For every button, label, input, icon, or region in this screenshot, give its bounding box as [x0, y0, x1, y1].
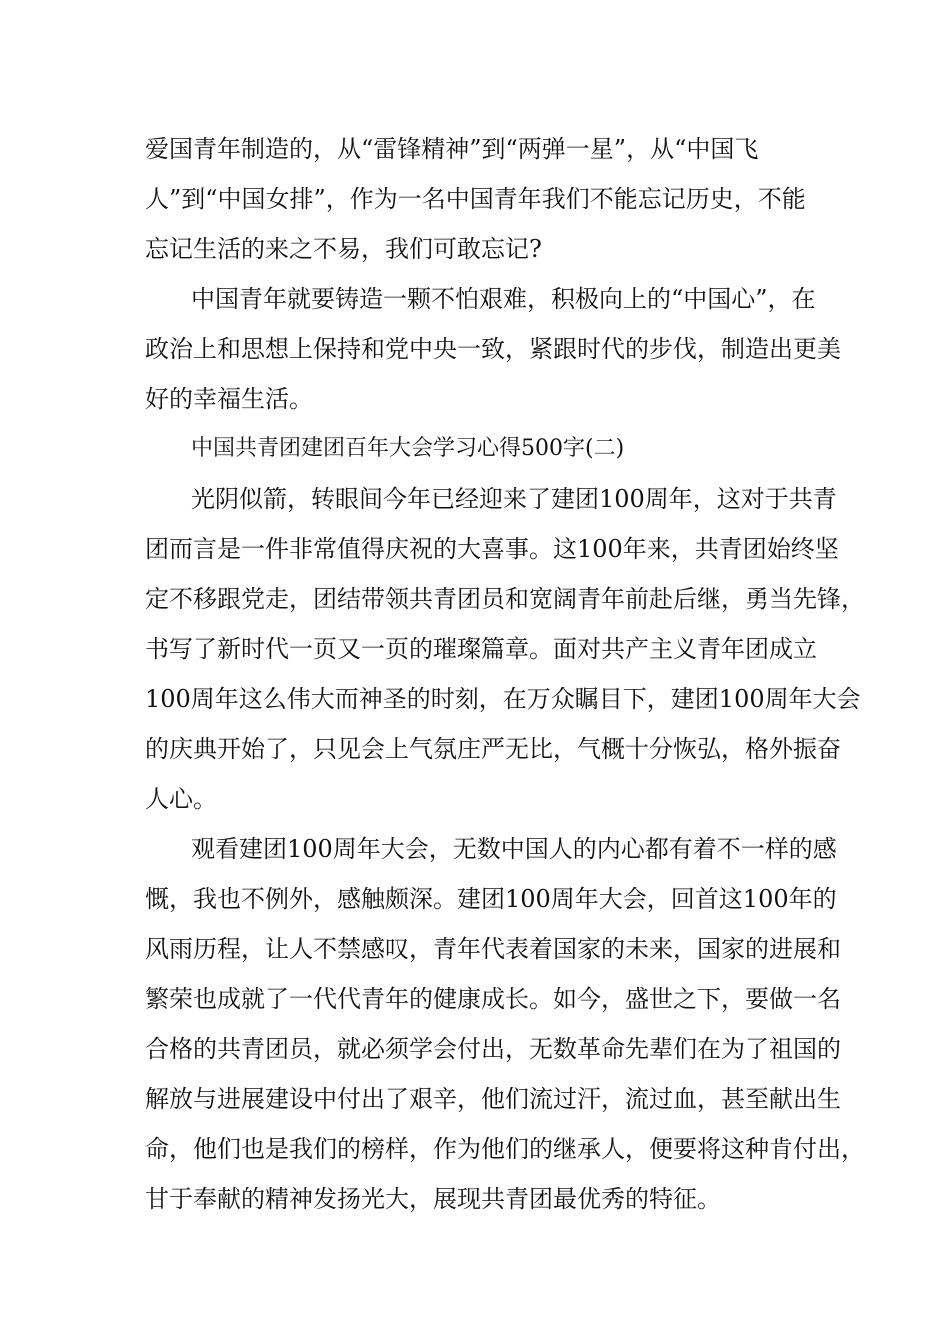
section-heading: 中国共青团建团百年大会学习心得500字(二)	[191, 436, 625, 461]
text-line: 解放与进展建设中付出了艰辛，他们流过汗，流过血，甚至献出生	[145, 1085, 841, 1113]
paragraph-start: 光阴似箭，转眼间今年已经迎来了建团100周年，这对于共青	[191, 485, 837, 513]
text-line: 繁荣也成就了一代代青年的健康成长。如今，盛世之下，要做一名	[145, 985, 841, 1013]
paragraph-start: 观看建团100周年大会，无数中国人的内心都有着不一样的感	[191, 835, 837, 863]
text-line: 命，他们也是我们的榜样，作为他们的继承人，便要将这种肯付出，	[145, 1135, 865, 1163]
text-line: 风雨历程，让人不禁感叹，青年代表着国家的未来，国家的进展和	[145, 935, 841, 963]
text-line: 甘于奉献的精神发扬光大，展现共青团最优秀的特征。	[145, 1185, 721, 1213]
text-line: 人”到“中国女排”，作为一名中国青年我们不能忘记历史，不能	[145, 185, 806, 213]
text-line: 定不移跟党走，团结带领共青团员和宽阔青年前赴后继，勇当先锋，	[145, 585, 865, 613]
text-line: 政治上和思想上保持和党中央一致，紧跟时代的步伐，制造出更美	[145, 335, 841, 363]
text-line: 合格的共青团员，就必须学会付出，无数革命先辈们在为了祖国的	[145, 1035, 841, 1063]
text-line: 书写了新时代一页又一页的璀璨篇章。面对共产主义青年团成立	[145, 635, 817, 663]
text-line: 慨，我也不例外，感触颇深。建团100周年大会，回首这100年的	[145, 885, 837, 913]
paragraph-start: 中国青年就要铸造一颗不怕艰难，积极向上的“中国心”，在	[191, 285, 816, 313]
text-line: 100周年这么伟大而神圣的时刻，在万众瞩目下，建团100周年大会	[145, 685, 861, 713]
text-line: 的庆典开始了，只见会上气氛庄严无比，气概十分恢弘，格外振奋	[145, 735, 841, 763]
text-line: 爱国青年制造的，从“雷锋精神”到“两弹一星”，从“中国飞	[145, 135, 759, 163]
text-line: 人心。	[145, 785, 217, 813]
document-body	[145, 124, 865, 1224]
text-line: 团而言是一件非常值得庆祝的大喜事。这100年来，共青团始终坚	[145, 535, 839, 563]
text-line: 忘记生活的来之不易，我们可敢忘记?	[145, 235, 542, 263]
text-line: 好的幸福生活。	[145, 385, 313, 413]
